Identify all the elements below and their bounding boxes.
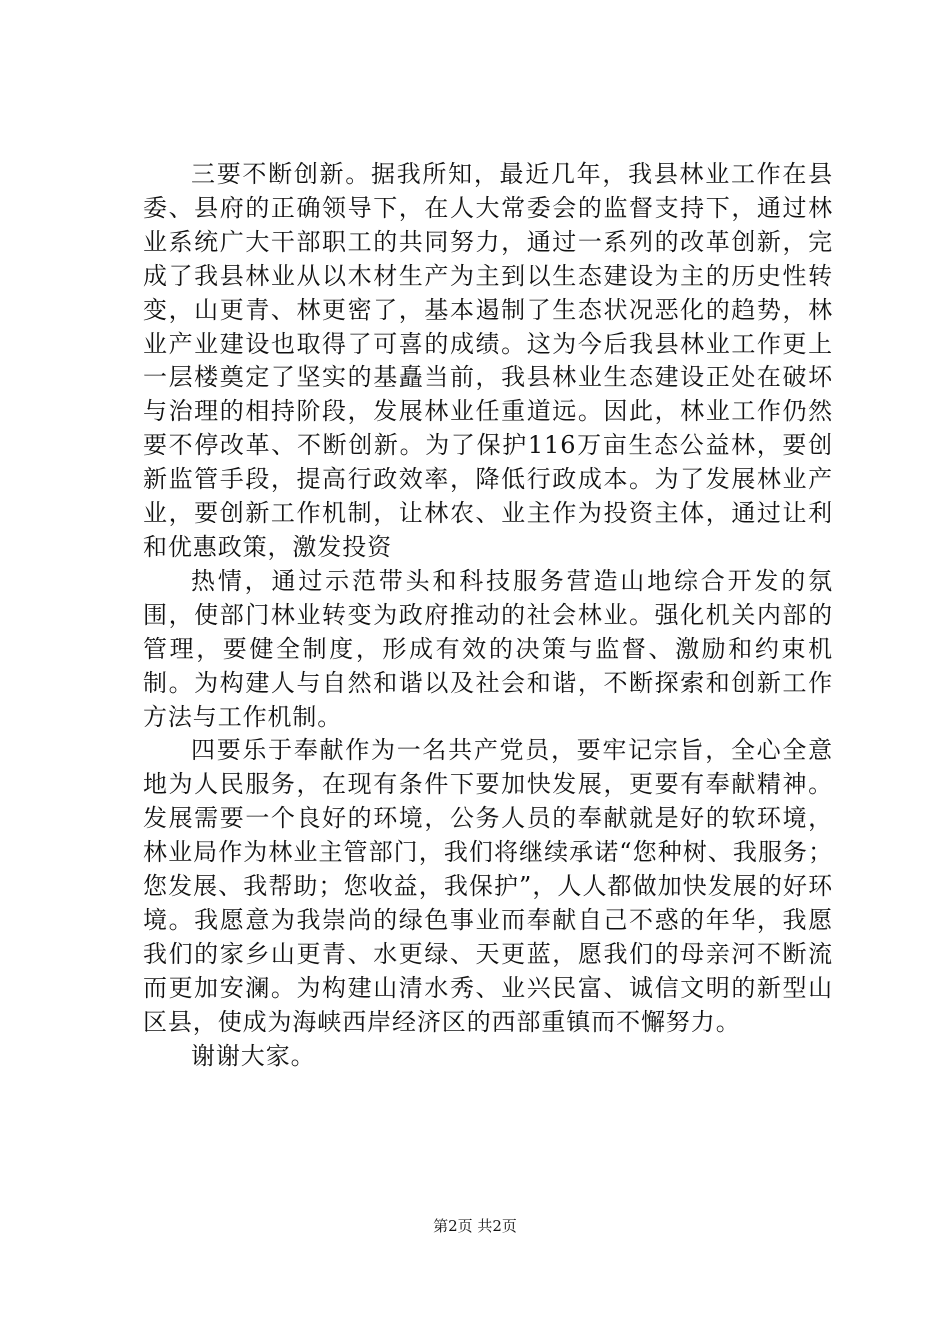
paragraph-innovation: 三要不断创新。据我所知，最近几年，我县林业工作在县委、县府的正确领导下，在人大常委会的监督支持下，通过林业系统广大干部职工的共同努力，通过一系列的改革创新，完成了我县林业从以木材生产为主到以生态建设为主的历史性转变，山更青、林更密了，基本遏制了生态状况恶化的趋势，林业产业建设也取得了可喜的成绩。这为今后我县林业工作更上一层楼奠定了坚实的基矗当前，我县林业生态建设正处在破坏与治理的相持阶段，发展林业任重道远。因此，林业工作仍然要不停改革、不断创新。为了保护116万亩生态公益林，要创新监管手段，提高行政效率，降低行政成本。为了发展林业产业，要创新工作机制，让林农、业主作为投资主体，通过让利和优惠政策，激发投资 bbox=[143, 160, 833, 561]
document-body bbox=[143, 158, 833, 1073]
paragraph-dedication: 四要乐于奉献作为一名共产党员，要牢记宗旨，全心全意地为人民服务，在现有条件下要加快发展，更要有奉献精神。发展需要一个良好的环境，公务人员的奉献就是好的软环境，林业局作为林业主管部门，我们将继续承诺“您种树、我服务；您发展、我帮助；您收益，我保护”，人人都做加快发展的好环境。我愿意为我崇尚的绿色事业而奉献自己不惑的年华，我愿我们的家乡山更青、水更绿、天更蓝，愿我们的母亲河不断流而更加安澜。为构建山清水秀、业兴民富、诚信文明的新型山区县，使成为海峡西岸经济区的西部重镇而不懈努力。 bbox=[143, 736, 833, 1036]
paragraph-thanks: 谢谢大家。 bbox=[191, 1041, 316, 1070]
paragraph-enthusiasm: 热情，通过示范带头和科技服务营造山地综合开发的氛围，使部门林业转变为政府推动的社会林业。强化机关内部的管理，要健全制度，形成有效的决策与监督、激励和约束机制。为构建人与自然和谐以及社会和谐，不断探索和创新工作方法与工作机制。 bbox=[143, 566, 833, 731]
page-number-label: 第2页 共2页 bbox=[433, 1217, 517, 1235]
page-footer bbox=[0, 1216, 950, 1236]
